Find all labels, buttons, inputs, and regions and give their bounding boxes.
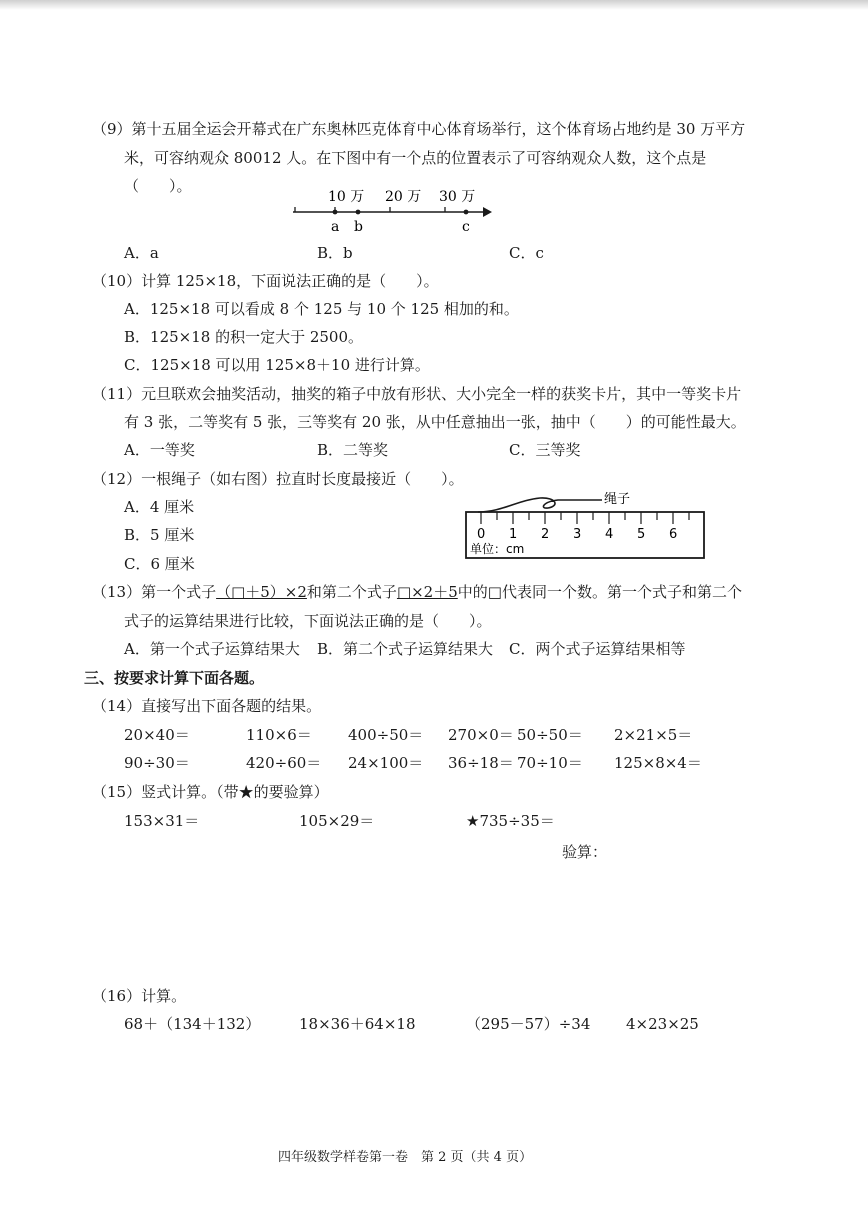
q10-option-c: C．125×18 可以用 125×8＋10 进行计算。 [124, 356, 430, 374]
ruler-num-1: 1 [509, 527, 518, 542]
q9-line1: （9）第十五届全运会开幕式在广东奥林匹克体育中心体育场举行，这个体育场占地约是 30 万平方 [92, 120, 746, 138]
q16-stem: （16）计算。 [92, 987, 187, 1005]
q14-stem: （14）直接写出下面各题的结果。 [92, 697, 322, 715]
ruler-num-5: 5 [637, 527, 646, 542]
ruler-ticks [481, 512, 689, 524]
q12-option-a: A．4 厘米 [124, 498, 195, 516]
q9-line2: 米，可容纳观众 80012 人。在下图中有一个点的位置表示了可容纳观众人数，这个点是 [124, 149, 707, 167]
point-a [333, 210, 338, 215]
number-line-label-10w: 10 万 [328, 189, 365, 205]
ruler-num-0: 0 [477, 527, 486, 542]
q9-option-c: C．c [509, 244, 544, 262]
ruler-numbers [477, 527, 677, 542]
page-top-edge [0, 0, 868, 10]
number-line-label-30w: 30 万 [439, 189, 476, 205]
point-b-label: b [354, 219, 363, 235]
q16-item-2: 18×36＋64×18 [299, 1015, 416, 1033]
q12-stem: （12）一根绳子（如右图）拉直时长度最接近（ ）。 [92, 470, 464, 488]
q13-expr1: （□＋5）×2 [216, 583, 307, 601]
q14-r1-c2: 110×6＝ [246, 726, 312, 744]
rope-label: 绳子 [604, 492, 631, 507]
q9-option-b: B．b [317, 244, 353, 262]
q11-option-c: C．三等奖 [509, 441, 581, 459]
q13-mid: 和第二个式子 [306, 583, 397, 601]
q11-line2: 有 3 张，二等奖有 5 张，三等奖有 20 张，从中任意抽出一张，抽中（ ）的可能性最大。 [124, 413, 746, 431]
page-footer: 四年级数学样卷第一卷 第 2 页（共 4 页） [278, 1150, 533, 1165]
number-line-arrow [483, 207, 492, 217]
rope-line [478, 498, 602, 512]
q12-option-c: C．6 厘米 [124, 555, 195, 573]
q11-line1: （11）元旦联欢会抽奖活动，抽奖的箱子中放有形状、大小完全一样的获奖卡片，其中一等奖卡片 [92, 385, 742, 403]
q16-item-3: （295－57）÷34 [466, 1015, 591, 1033]
q13-line1 [92, 582, 742, 602]
q10-option-b: B．125×18 的积一定大于 2500。 [124, 328, 364, 346]
q15-check-label: 验算： [562, 843, 608, 861]
ruler-num-4: 4 [605, 527, 614, 542]
q11-option-a: A．一等奖 [124, 441, 195, 459]
ruler-figure [462, 486, 710, 562]
point-b [356, 210, 361, 215]
q14-r1-c6: 2×21×5＝ [614, 726, 693, 744]
q16-item-1: 68＋（134＋132） [124, 1015, 261, 1033]
q13-pre: （13）第一个式子 [92, 583, 217, 601]
point-c [464, 210, 469, 215]
q9-option-a: A．a [124, 244, 159, 262]
q15-stem: （15）竖式计算。（带★的要验算） [92, 783, 329, 801]
ruler-num-6: 6 [669, 527, 678, 542]
ruler-num-3: 3 [573, 527, 582, 542]
q13-option-c: C．两个式子运算结果相等 [509, 640, 686, 658]
q14-r2-c4: 36÷18＝ [448, 754, 514, 772]
q14-r1-c3: 400÷50＝ [348, 726, 424, 744]
ruler-unit: 单位：cm [470, 542, 525, 556]
q13-line2: 式子的运算结果进行比较，下面说法正确的是（ ）。 [124, 612, 492, 630]
q14-r1-c1: 20×40＝ [124, 726, 190, 744]
point-c-label: c [462, 219, 470, 235]
q10-stem: （10）计算 125×18，下面说法正确的是（ ）。 [92, 272, 439, 290]
q16-item-4: 4×23×25 [626, 1015, 699, 1033]
ruler-num-2: 2 [541, 527, 550, 542]
number-line-label-20w: 20 万 [385, 189, 422, 205]
q12-option-b: B．5 厘米 [124, 526, 195, 544]
point-a-label: a [331, 219, 340, 235]
q14-r2-c2: 420÷60＝ [246, 754, 322, 772]
q15-item-1: 153×31＝ [124, 812, 200, 830]
q14-r1-c4: 270×0＝ [448, 726, 514, 744]
number-line-figure [285, 180, 500, 236]
q13-post: 中的□代表同一个数。第一个式子和第二个 [457, 583, 742, 601]
q11-option-b: B．二等奖 [317, 441, 389, 459]
q14-r2-c1: 90÷30＝ [124, 754, 190, 772]
q14-r1-c5: 50÷50＝ [517, 726, 583, 744]
q14-r2-c5: 70÷10＝ [517, 754, 583, 772]
q15-item-2: 105×29＝ [299, 812, 375, 830]
section-3-title: 三、按要求计算下面各题。 [84, 669, 265, 687]
q15-item-3: ★735÷35＝ [466, 812, 555, 830]
q9-line3: （ ）。 [124, 177, 192, 195]
q14-r2-c6: 125×8×4＝ [614, 754, 702, 772]
q13-option-a: A．第一个式子运算结果大 [124, 640, 300, 658]
q10-option-a: A．125×18 可以看成 8 个 125 与 10 个 125 相加的和。 [124, 300, 519, 318]
q14-r2-c3: 24×100＝ [348, 754, 424, 772]
q13-option-b: B．第二个式子运算结果大 [317, 640, 494, 658]
q13-expr2: □×2＋5 [396, 583, 458, 601]
